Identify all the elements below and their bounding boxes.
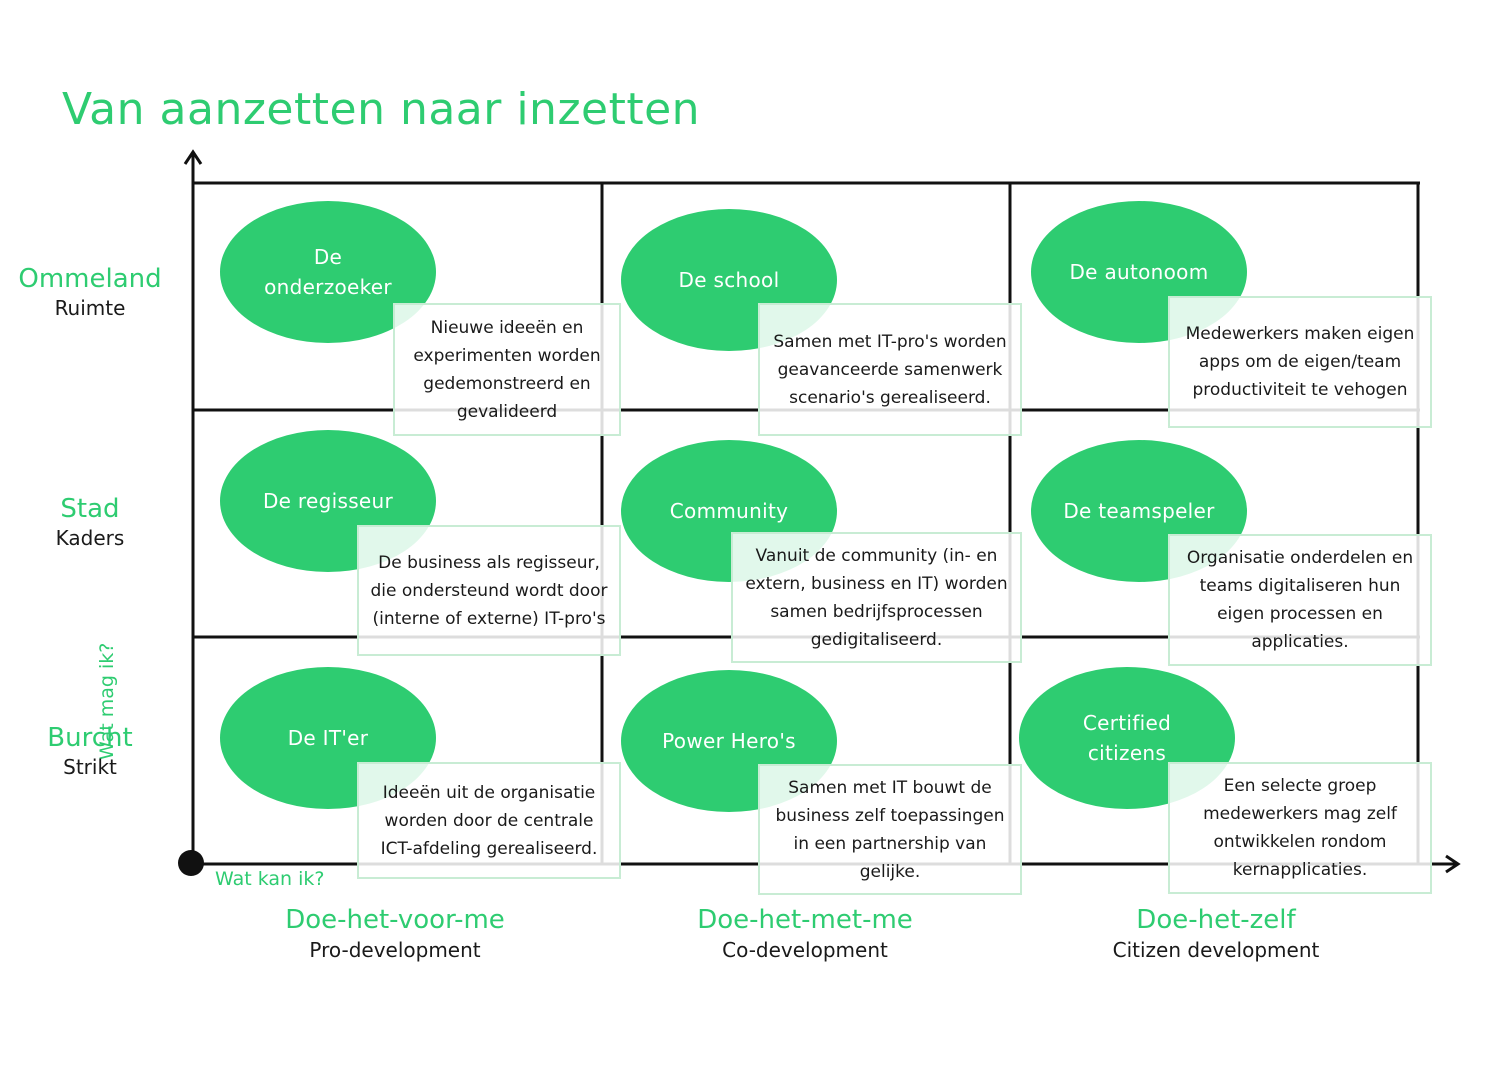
row-label-ommeland xyxy=(0,264,180,322)
row-title: Stad xyxy=(60,494,120,524)
column-title: Doe-het-met-me xyxy=(697,905,913,935)
role-label: Certified citizens xyxy=(1082,711,1172,765)
role-label: De regisseur xyxy=(262,489,394,513)
column-title: Doe-het-voor-me xyxy=(285,905,505,935)
role-label: De school xyxy=(678,268,780,292)
description-text: Nieuwe ideeën en experimenten worden gedemonstreerd en gevalideerd xyxy=(413,317,601,422)
column-subtitle: Pro-development xyxy=(309,938,481,962)
diagram-title: Van aanzetten naar inzetten xyxy=(62,84,701,135)
description-box-power-heroes xyxy=(758,764,1022,895)
y-axis-label: Wat mag ik? xyxy=(96,642,118,760)
description-text: Samen met IT bouwt de business zelf toepassingen in een partnership van gelijke. xyxy=(775,777,1005,882)
column-label-pro-development xyxy=(195,905,595,965)
row-title: Ommeland xyxy=(18,264,162,294)
row-subtitle: Ruimte xyxy=(54,296,126,320)
role-label: Community xyxy=(669,499,789,523)
description-text: De business als regisseur, die ondersteund wordt door (interne of externe) IT-pro's xyxy=(370,552,608,629)
column-subtitle: Citizen development xyxy=(1112,938,1320,962)
role-label: De autonoom xyxy=(1069,260,1209,284)
row-title: Burcht xyxy=(47,723,133,753)
description-text: Samen met IT-pro's worden geavanceerde samenwerk scenario's gerealiseerd. xyxy=(773,331,1007,408)
role-label: De IT'er xyxy=(287,726,369,750)
column-label-citizen-development xyxy=(1016,905,1416,965)
row-label-stad xyxy=(0,494,180,552)
role-label: De teamspeler xyxy=(1063,499,1215,523)
description-box-regisseur xyxy=(357,525,621,656)
description-box-certified-citizens xyxy=(1168,762,1432,894)
column-label-co-development xyxy=(605,905,1005,965)
description-text: Een selecte groep medewerkers mag zelf ontwikkelen rondom kernapplicaties. xyxy=(1203,776,1397,880)
row-subtitle: Strikt xyxy=(63,755,117,779)
column-title: Doe-het-zelf xyxy=(1136,905,1296,935)
row-label-burcht xyxy=(0,723,180,781)
description-text: Organisatie onderdelen en teams digitaliseren hun eigen processen en applicaties. xyxy=(1186,548,1414,652)
description-text: Medewerkers maken eigen apps om de eigen/team productiviteit te vehogen xyxy=(1185,324,1415,400)
description-box-teamspeler xyxy=(1168,534,1432,666)
description-text: Ideeën uit de organisatie worden door de centrale ICT-afdeling gerealiseerd. xyxy=(380,782,598,859)
row-subtitle: Kaders xyxy=(55,526,125,550)
x-axis-label: Wat kan ik? xyxy=(215,868,325,890)
description-box-onderzoeker xyxy=(393,303,621,436)
column-subtitle: Co-development xyxy=(722,938,888,962)
description-box-autonoom xyxy=(1168,296,1432,428)
description-box-it-er xyxy=(357,762,621,879)
description-box-school xyxy=(758,303,1022,436)
role-label: De onderzoeker xyxy=(264,245,392,299)
description-box-community xyxy=(731,532,1022,663)
description-text: Vanuit de community (in- en extern, business en IT) worden samen bedrijfsprocessen gedigitaliseerd. xyxy=(745,545,1008,650)
role-label: Power Hero's xyxy=(662,729,796,753)
